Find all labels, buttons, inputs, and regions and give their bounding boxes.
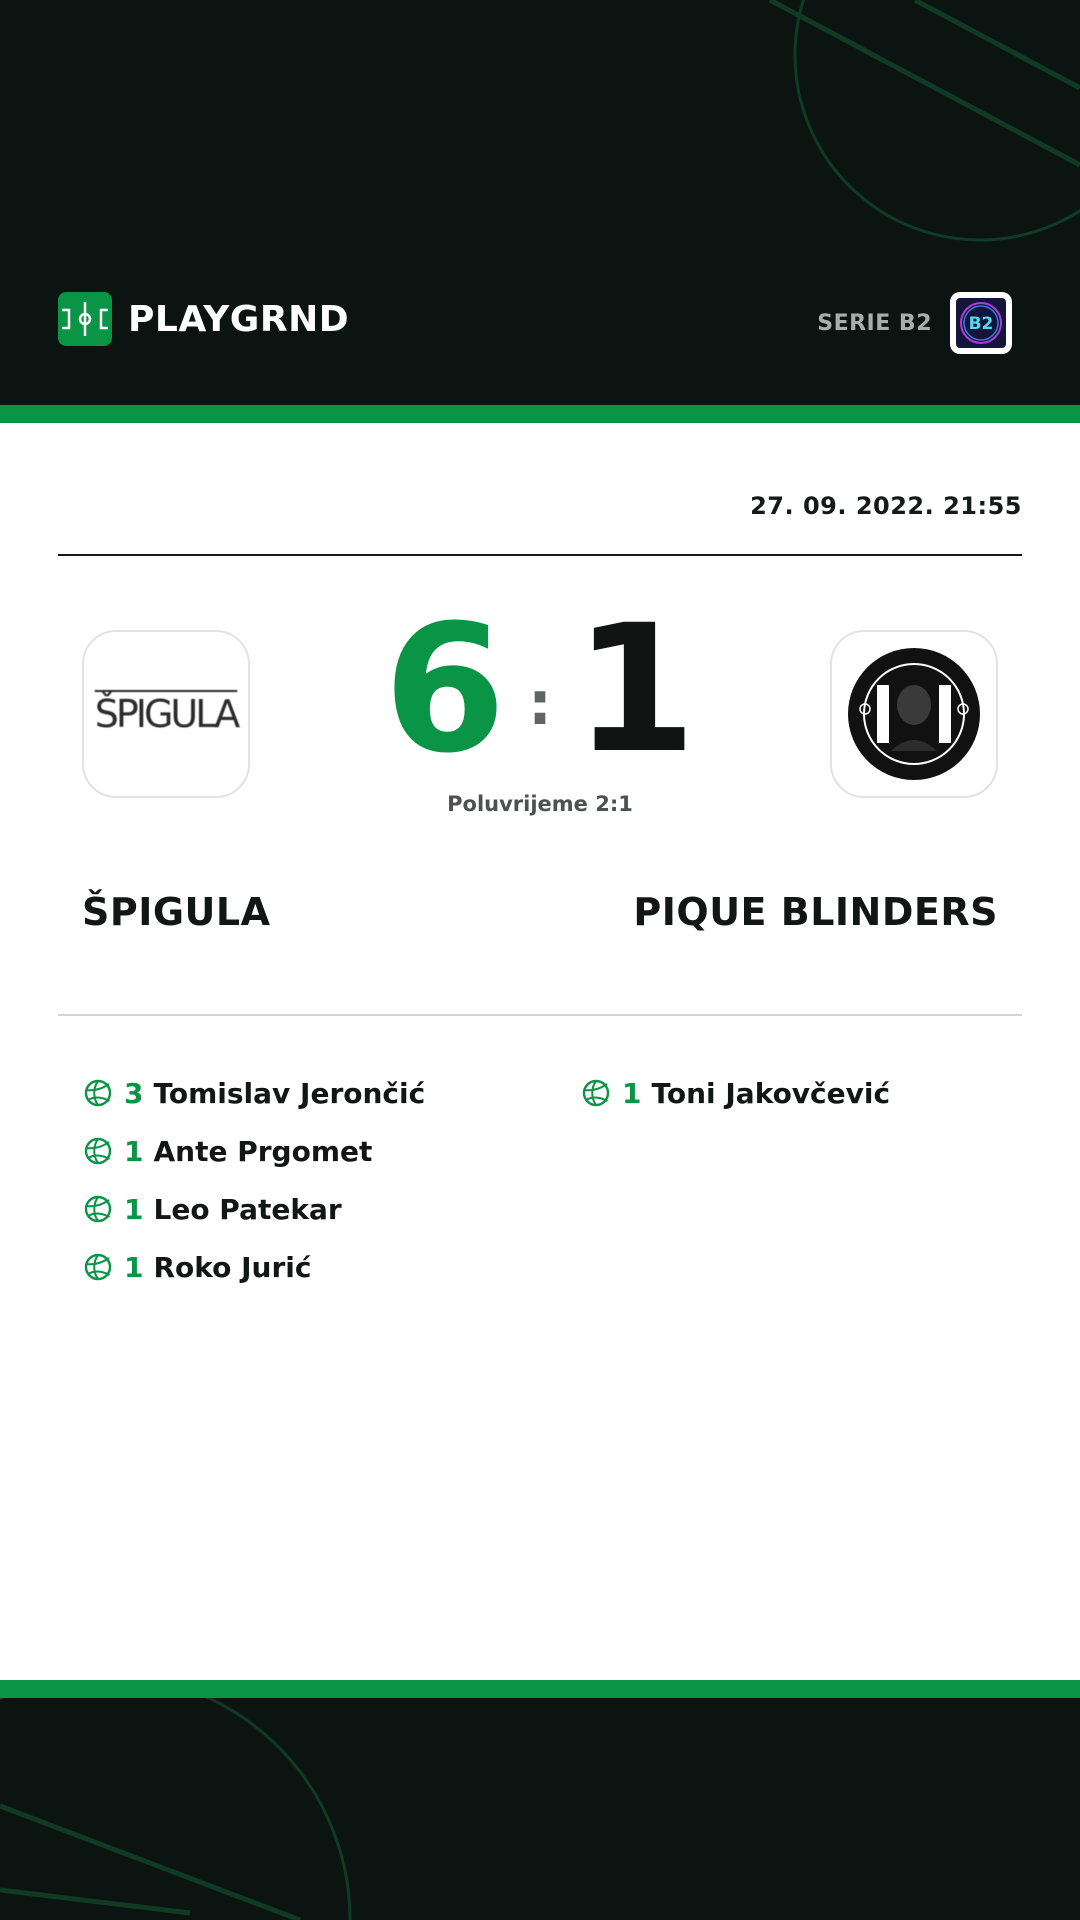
goal-count: 1 [124, 1250, 144, 1284]
goal-count: 1 [124, 1134, 144, 1168]
divider [58, 1014, 1022, 1016]
goal-count: 1 [124, 1192, 144, 1226]
league-badge [950, 292, 1012, 354]
score-separator: : [528, 669, 552, 739]
halftime-score: Poluvrijeme 2:1 [447, 792, 633, 816]
brand-name: PLAYGRND [128, 298, 350, 340]
pitch-icon [58, 292, 112, 346]
league[interactable] [817, 292, 1012, 354]
home-team-name[interactable]: ŠPIGULA [82, 890, 271, 934]
ball-icon [84, 1137, 112, 1165]
scoreline [330, 587, 750, 792]
home-logo-wordmark: ŠPIGULA [94, 692, 238, 736]
home-score: 6 [383, 587, 506, 792]
scorer-row [582, 1064, 890, 1122]
player-name[interactable]: Roko Jurić [153, 1250, 312, 1284]
pitch-lines-decoration [0, 1698, 1080, 1920]
goal-count: 1 [622, 1076, 642, 1110]
scorer-row [84, 1064, 425, 1122]
svg-text:B2: B2 [968, 314, 994, 334]
footer-accent-bar [0, 1680, 1080, 1698]
player-name[interactable]: Ante Prgomet [153, 1134, 373, 1168]
away-scorers-list [582, 1064, 890, 1122]
player-name[interactable]: Tomislav Jerončić [153, 1076, 426, 1110]
scorer-row [84, 1122, 425, 1180]
scorer-row [84, 1238, 425, 1296]
match-datetime: 27. 09. 2022. 21:55 [750, 492, 1022, 520]
footer [0, 1698, 1080, 1920]
ball-icon [582, 1079, 610, 1107]
player-name[interactable]: Toni Jakovčević [651, 1076, 891, 1110]
home-scorers-list [84, 1064, 425, 1296]
player-name[interactable]: Leo Patekar [153, 1192, 342, 1226]
ball-icon [84, 1253, 112, 1281]
divider [58, 554, 1022, 556]
home-team-logo[interactable] [82, 630, 250, 798]
away-team-logo[interactable] [830, 630, 998, 798]
brand[interactable] [58, 292, 349, 346]
header-accent-bar [0, 405, 1080, 423]
header [0, 0, 1080, 405]
away-crest-icon [847, 647, 981, 781]
away-team-name[interactable]: PIQUE BLINDERS [633, 890, 998, 934]
ball-icon [84, 1195, 112, 1223]
goal-count: 3 [124, 1076, 144, 1110]
away-score: 1 [574, 587, 697, 792]
league-name: SERIE B2 [817, 310, 932, 336]
league-logo-icon [956, 298, 1006, 348]
ball-icon [84, 1079, 112, 1107]
scorer-row [84, 1180, 425, 1238]
